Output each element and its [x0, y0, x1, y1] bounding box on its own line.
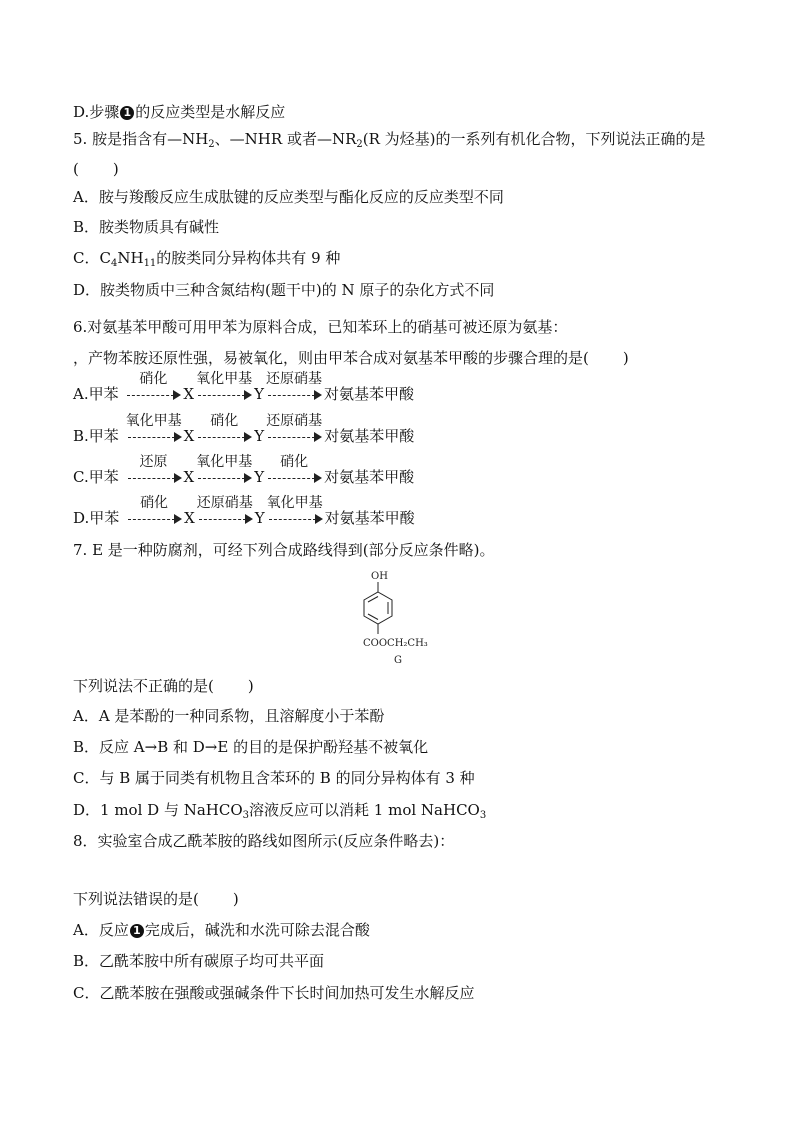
q5-option-c: C．$C_4NH_{11}$的胺类同分异构体共有 9 种 — [73, 249, 341, 269]
q6-option-d: D.甲苯 硝化 X 还原硝基 Y 氧化甲基 对氨基苯甲酸 — [73, 495, 415, 527]
q5-answer-paren: ( ) — [73, 160, 119, 178]
q8-option-a: A．反应 1 完成后，碱洗和水洗可除去混合酸 — [73, 921, 370, 939]
q5-option-a: A．胺与羧酸反应生成肽键的反应类型与酯化反应的反应类型不同 — [73, 188, 504, 206]
q4-option-d: D.步骤 1 的反应类型是水解反应 — [73, 103, 286, 121]
reaction-arrow: 氧化甲基 — [195, 467, 253, 487]
q7-option-a: A．A 是苯酚的一种同系物，且溶解度小于苯酚 — [73, 707, 385, 725]
q7-option-c: C．与 B 属于同类有机物且含苯环的 B 的同分异构体有 3 种 — [73, 769, 475, 787]
reaction-arrow: 硝化 — [265, 467, 323, 487]
q7-stem: 7. E 是一种防腐剂，可经下列合成路线得到(部分反应条件略)。 — [73, 541, 495, 559]
q5-option-b: B．胺类物质具有碱性 — [73, 218, 220, 236]
reaction-arrow: 还原硝基 — [265, 426, 323, 446]
reaction-arrow: 硝化 — [124, 384, 182, 404]
q7-question: 下列说法不正确的是( ) — [73, 677, 254, 695]
oh-group-label: OH — [371, 571, 388, 582]
reaction-arrow: 硝化 — [195, 426, 253, 446]
q7-option-d: D．1 mol D 与 NaHCO$_3$溶液反应可以消耗 1 mol NaHCO$_3$ — [73, 801, 487, 821]
q6-option-a: A.甲苯 硝化 X 氧化甲基 Y 还原硝基 对氨基苯甲酸 — [73, 371, 415, 403]
step-number-circle: 1 — [130, 924, 144, 938]
reaction-arrow: 还原硝基 — [265, 384, 323, 404]
reaction-arrow: 硝化 — [125, 508, 183, 528]
reaction-arrow: 氧化甲基 — [125, 426, 183, 446]
compound-label-g: G — [394, 655, 402, 666]
step-number-circle: 1 — [120, 106, 134, 120]
q6-stem-line1: 6.对氨基苯甲酸可用甲苯为原料合成，已知苯环上的硝基可被还原为氨基： — [73, 318, 568, 336]
q6-option-c: C.甲苯 还原 X 氧化甲基 Y 硝化 对氨基苯甲酸 — [73, 454, 415, 486]
reaction-arrow: 还原硝基 — [196, 508, 254, 528]
q8-option-b: B．乙酰苯胺中所有碳原子均可共平面 — [73, 952, 325, 970]
compound-g-structure — [345, 566, 455, 668]
reaction-arrow: 氧化甲基 — [195, 384, 253, 404]
reaction-arrow: 氧化甲基 — [266, 508, 324, 528]
q6-option-b: B.甲苯 氧化甲基 X 硝化 Y 还原硝基 对氨基苯甲酸 — [73, 413, 415, 445]
q6-stem-line2: ，产物苯胺还原性强，易被氧化，则由甲苯合成对氨基苯甲酸的步骤合理的是( ) — [73, 349, 629, 367]
q8-stem: 8．实验室合成乙酰苯胺的路线如图所示(反应条件略去)： — [73, 832, 455, 850]
q5-option-d: D．胺类物质中三种含氮结构(题干中)的 N 原子的杂化方式不同 — [73, 281, 495, 299]
ester-group-label: COOCH₂CH₃ — [363, 638, 428, 649]
q8-option-c: C．乙酰苯胺在强酸或强碱条件下长时间加热可发生水解反应 — [73, 984, 475, 1002]
q8-question: 下列说法错误的是( ) — [73, 890, 239, 908]
reaction-arrow: 还原 — [125, 467, 183, 487]
q7-option-b: B．反应 A→B 和 D→E 的目的是保护酚羟基不被氧化 — [73, 738, 429, 756]
q5-stem: 5. 胺是指含有$—NH_2$、—NHR 或者$—NR_2(R$ 为烃基)的一系列有机化合物，下列说法正确的是 — [73, 130, 706, 150]
